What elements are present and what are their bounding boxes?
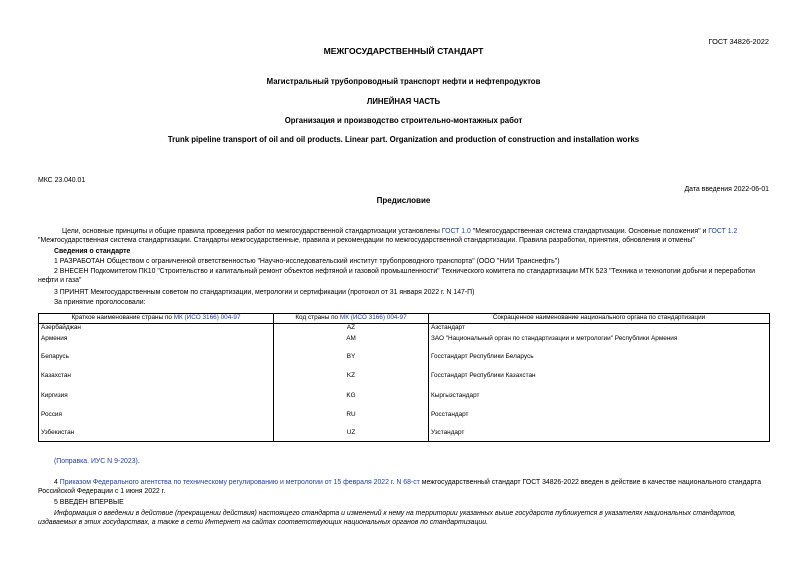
gost-1-0-link[interactable]: ГОСТ 1.0 [441, 228, 471, 235]
title-main: Магистральный трубопроводный транспорт нефти и нефтепродуктов [266, 77, 541, 86]
table-row: Азербайджан AZ Азстандарт [39, 324, 770, 335]
foreword-paragraph: Цели, основные принципы и общие правила проведения работ по межгосударственной стандартизации установлены ГОСТ 1.0 "Межгосударственная система стандартизации. Основные положения" и ГОСТ 1.2 "Межгосударственная система стандартизации. Стандарты межгосударственные, правила и рекомендации по межгосударственной стандартизации. Правила разработки, принятия, обновления и отмены" [38, 228, 738, 245]
table-row: Узбекистан UZ Узстандарт [39, 429, 770, 442]
order-paragraph: 4 Приказом Федерального агентства по техническому регулированию и метрологии от 15 февраля 2022 г. N 68-ст межгосударственный стандарт ГОСТ 34826-2022 введен в действие в качестве национального стандарта Российской Федерации с 1 июня 2022 г. [38, 479, 762, 496]
first-introduced: 5 ВВЕДЕН ВПЕРВЫЕ [54, 499, 124, 506]
title-english: Trunk pipeline transport of oil and oil products. Linear part. Organization and production of construction and installation works [167, 135, 640, 144]
order-link[interactable]: Приказом Федерального агентства по техническому регулированию и метрологии от 15 февраля 2022 г. N 68-ст [59, 479, 420, 486]
publication-info: Информация о введении в действие (прекращении действия) настоящего стандарта и изменений к нему на территории указанных выше государств публикуется в указателях национальных стандартов, издаваемых в этих государствах, а также в сети Интернет на сайтах соответствующих национальных органов по стандартизации. [38, 510, 737, 527]
table-row: Армения AM ЗАО "Национальный орган по стандартизации и метрологии" Республики Армения [39, 335, 770, 353]
submitted-paragraph: 2 ВНЕСЕН Подкомитетом ПК10 "Строительство и капитальный ремонт объектов нефтяной и газовой промышленности" Технического комитета по стандартизации МТК 523 "Техника и технологии добычи и переработки нефти и газа" [38, 268, 755, 285]
table-row: Киргизия KG Кыргызстандарт [39, 392, 770, 411]
column-header-body: Сокращенное наименование национального органа по стандартизации [429, 314, 770, 324]
info-title: Сведения о стандарте [54, 248, 131, 255]
table-row: Беларусь BY Госстандарт Республики Беларусь [39, 353, 770, 372]
amendment-note: (Поправка. ИУС N 9-2023). [54, 458, 140, 465]
mks-code: МКС 23.040.01 [38, 177, 86, 184]
intro-date: Дата введения 2022-06-01 [684, 186, 769, 193]
column-header-code: Код страны по МК (ИСО 3166) 004-97 [274, 314, 429, 324]
voted-label: За принятие проголосовали: [54, 299, 146, 306]
member-states-table [38, 313, 770, 442]
column-header-country: Краткое наименование страны по МК (ИСО 3166) 004-97 [39, 314, 274, 324]
mk-iso-link[interactable]: МК (ИСО 3166) 004-97 [339, 314, 407, 321]
title-subject: Организация и производство строительно-монтажных работ [284, 116, 523, 125]
gost-1-2-link[interactable]: ГОСТ 1.2 [708, 228, 738, 235]
adopted-paragraph: 3 ПРИНЯТ Межгосударственным советом по стандартизации, метрологии и сертификации (протокол от 31 января 2022 г. N 147-П) [54, 289, 475, 296]
foreword-title: Предисловие [376, 196, 431, 205]
table-row: Казахстан KZ Госстандарт Республики Казахстан [39, 372, 770, 392]
document-number: ГОСТ 34826-2022 [708, 37, 769, 46]
amendment-link[interactable]: (Поправка. ИУС N 9-2023) [54, 458, 138, 465]
developed-paragraph: 1 РАЗРАБОТАН Обществом с ограниченной ответственностью "Научно-исследовательский институт трубопроводного транспорта" (ООО "НИИ Транснефть") [54, 258, 560, 265]
title-part: ЛИНЕЙНАЯ ЧАСТЬ [366, 97, 441, 106]
table-row: Россия RU Росстандарт [39, 411, 770, 429]
mk-iso-link[interactable]: МК (ИСО 3166) 004-97 [173, 314, 241, 321]
standard-header: МЕЖГОСУДАРСТВЕННЫЙ СТАНДАРТ [323, 46, 484, 56]
